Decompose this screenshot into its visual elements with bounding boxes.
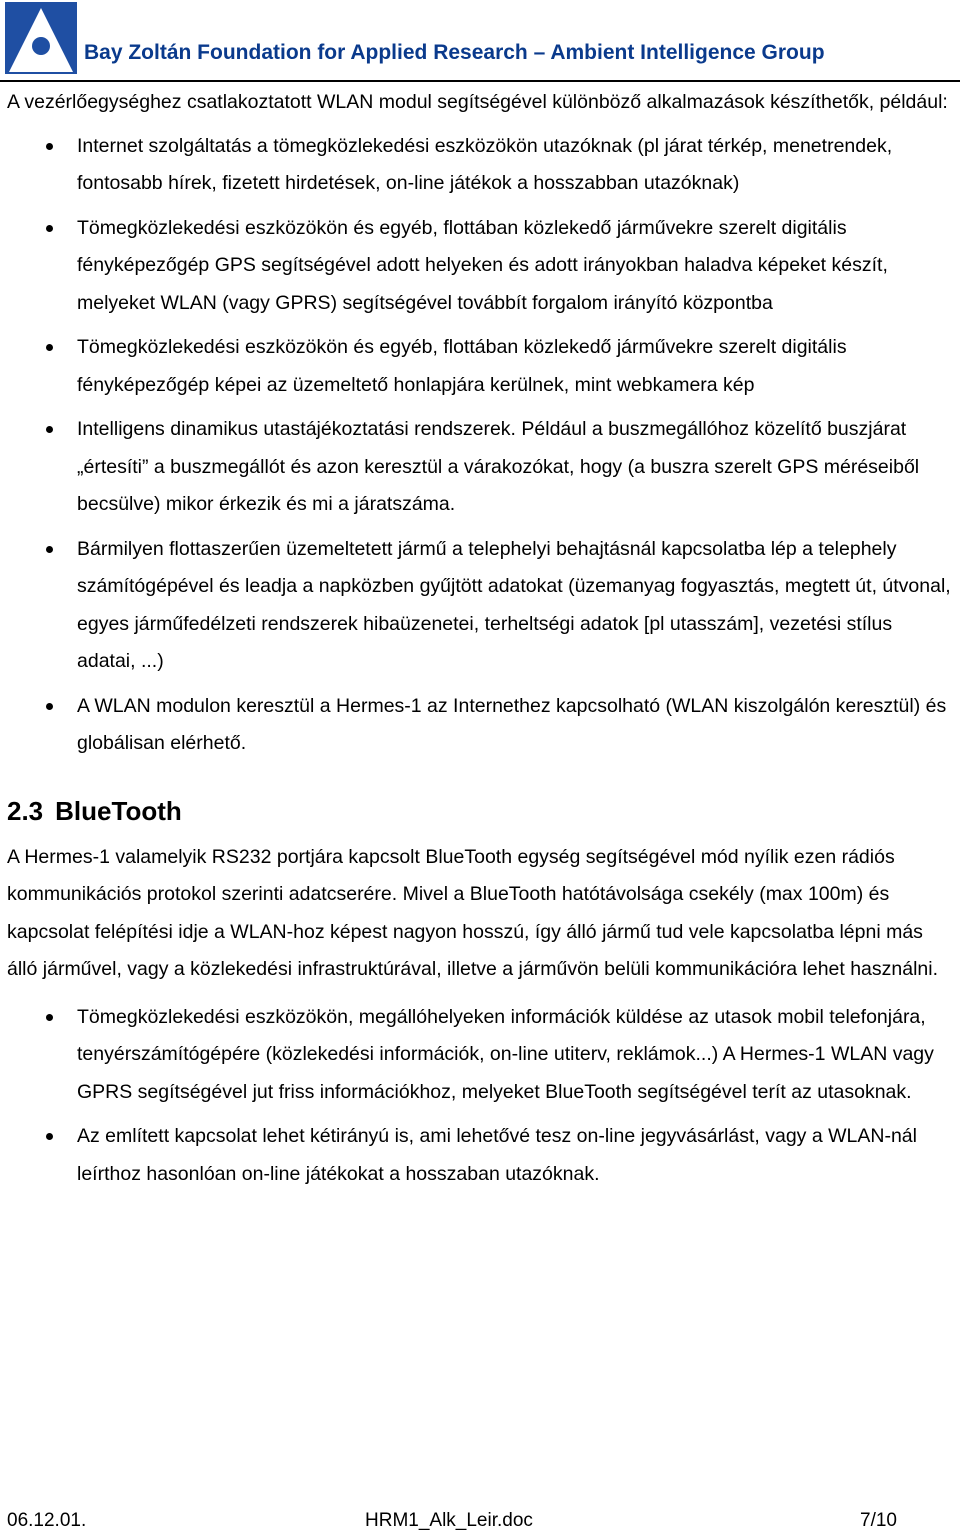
list-item <box>7 688 955 763</box>
list-item-text: Tömegközlekedési eszközökön, megállóhelyeken információk küldése az utasok mobil telefonjára, tenyérszámítógépére (közlekedési információk, on-line utiterv, reklámok...) A Hermes-1 WLAN vagy GPRS segítségével jut friss információkhoz, melyeket BlueTooth segítségével terít az utasoknak. <box>77 1005 934 1103</box>
list-item-text: Tömegközlekedési eszközökön és egyéb, flottában közlekedő járművekre szerelt digitális fényképezőgép képei az üzemeltető honlapjára kerülnek, mint webkamera kép <box>77 336 847 396</box>
page-number: 7/10 <box>860 1510 897 1531</box>
list-item <box>7 999 955 1112</box>
list-item <box>7 1118 955 1193</box>
bluetooth-applications-list <box>7 999 955 1194</box>
organization-title: Bay Zoltán Foundation for Applied Research – Ambient Intelligence Group <box>84 41 825 64</box>
bullet-icon <box>46 1133 53 1140</box>
section-paragraph: A Hermes-1 valamelyik RS232 portjára kapcsolt BlueTooth egység segítségével mód nyílik ezen rádiós kommunikációs protokol szerinti adatcserére. Mivel a BlueTooth hatótávolsága csekély (max 100m) és kapcsolat felépítési idje a WLAN-hoz képest nagyon hosszú, így álló jármű tud vele kapcsolatba lépni más álló járművel, vagy a közlekedési infrastruktúrával, illetve a járművön belüli kommunikációra lehet használni. <box>7 845 939 980</box>
section-number: 2.3 <box>7 795 44 826</box>
list-item <box>7 411 955 524</box>
page-header <box>0 0 960 82</box>
bullet-icon <box>46 1014 53 1021</box>
header-divider <box>0 80 960 82</box>
list-item <box>7 329 955 404</box>
list-item-text: A WLAN modulon keresztül a Hermes-1 az Internethez kapcsolható (WLAN kiszolgálón keresztül) és globálisan elérhető. <box>77 694 947 754</box>
foundation-logo-icon <box>5 2 77 74</box>
list-item-text: Az említett kapcsolat lehet kétirányú is, ami lehetővé tesz on-line jegyvásárlást, vagy a WLAN-nál leírthoz hasonlóan on-line játékokat a hosszaban utazóknak. <box>77 1125 917 1185</box>
bullet-icon <box>46 344 53 351</box>
bullet-icon <box>46 225 53 232</box>
bullet-icon <box>46 703 53 710</box>
bullet-icon <box>46 426 53 433</box>
intro-paragraph: A vezérlőegységhez csatlakoztatott WLAN modul segítségével különböző alkalmazások készíthetők, például: <box>7 91 948 113</box>
list-item-text: Internet szolgáltatás a tömegközlekedési eszközökön utazóknak (pl járat térkép, menetrendek, fontosabb hírek, fizetett hirdetések, on-line játékok a hosszabban utazóknak) <box>77 134 893 194</box>
section-title: BlueTooth <box>55 795 182 826</box>
bullet-icon <box>46 546 53 553</box>
bullet-icon <box>46 143 53 150</box>
list-item-text: Intelligens dinamikus utastájékoztatási rendszerek. Például a buszmegállóhoz közelítő buszjárat „értesíti” a buszmegállót és azon keresztül a várakozókat, hogy (a buszra szerelt GPS méréseiből becsülve) mikor érkezik és mi a járatszáma. <box>77 418 920 515</box>
list-item-text: Tömegközlekedési eszközökön és egyéb, flottában közlekedő járművekre szerelt digitális fényképezőgép GPS segítségével adott helyeken és adott irányokban haladva képeket készít, melyeket WLAN (vagy GPRS) segítségével továbbít forgalom irányító központba <box>77 216 888 314</box>
list-item <box>7 210 955 323</box>
document-body <box>7 84 955 1200</box>
footer-filename: HRM1_Alk_Leir.doc <box>365 1510 533 1531</box>
list-item <box>7 531 955 681</box>
footer-date: 06.12.01. <box>7 1510 87 1531</box>
section-heading <box>7 793 955 829</box>
list-item-text: Bármilyen flottaszerűen üzemeltetett jármű a telephelyi behajtásnál kapcsolatba lép a telephely számítógépével és leadja a napközben gyűjtött adatokat (üzemanyag fogyasztás, megtett út, útvonal, egyes járműfedélzeti rendszerek hibaüzenetei, terheltségi adatok [pl utasszám], vezetési stílus adatai, ...) <box>77 537 951 672</box>
list-item <box>7 128 955 203</box>
wlan-applications-list <box>7 128 955 763</box>
